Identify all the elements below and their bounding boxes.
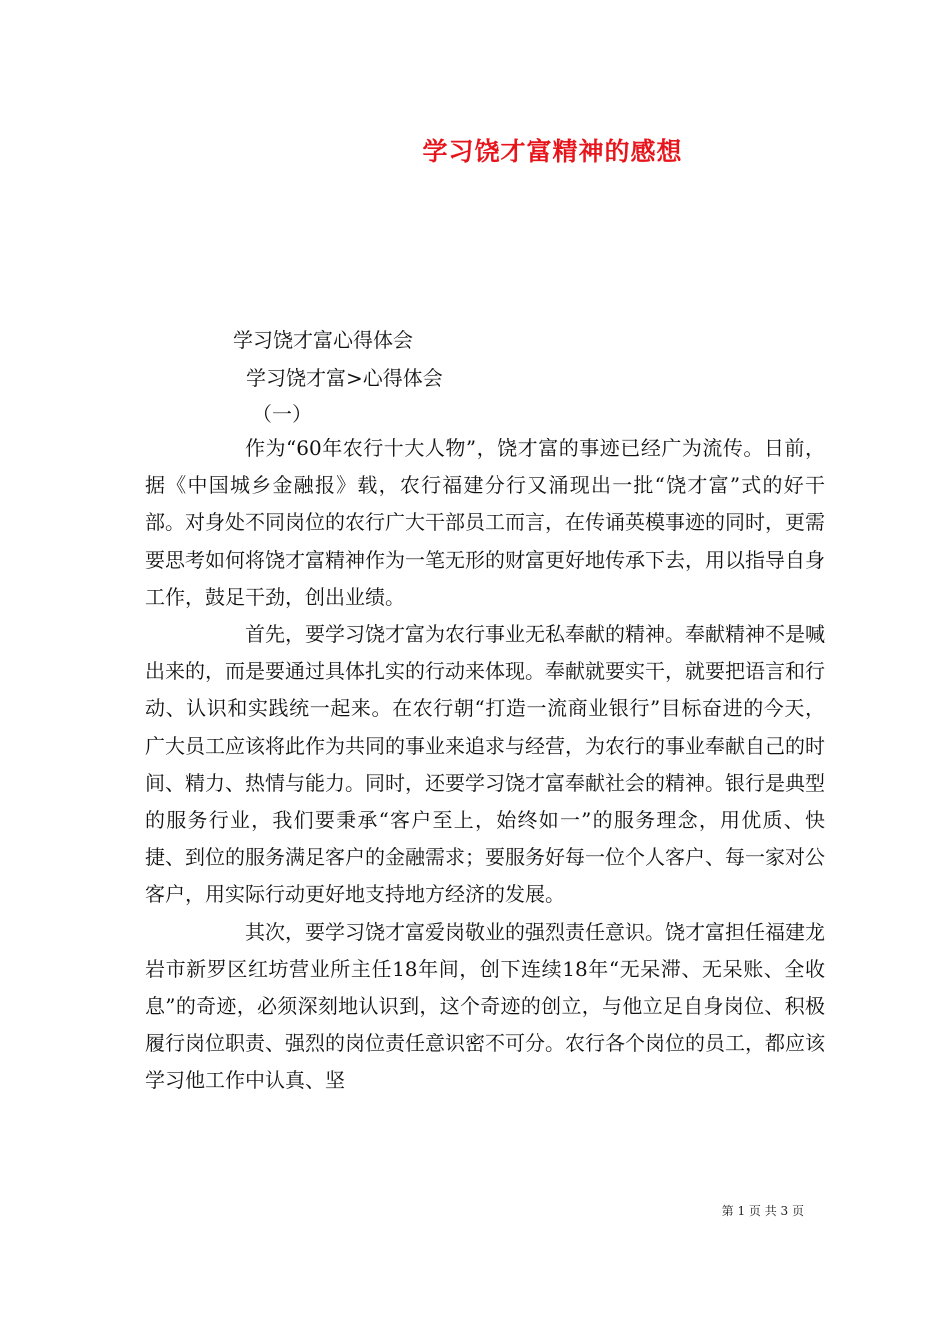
section-number: （一） (252, 402, 312, 426)
document-title: 学习饶才富精神的感想 (422, 137, 683, 166)
paragraph-1: 作为“60年农行十大人物”，饶才富的事迹已经广为流传。日前，据《中国城乡金融报》载，农行福建分行又涌现出一批“饶才富”式的好干部。对身处不同岗位的农行广大干部员工而言，在传诵英模事迹的同时，更需要思考如何将饶才富精神作为一笔无形的财富更好地传承下去，用以指导自身工作，鼓足干劲，创出业绩。 (145, 436, 825, 609)
subtitle-heading-2: 学习饶才富>心得体会 (246, 366, 443, 390)
body-text (145, 430, 825, 1100)
subtitle-heading: 学习饶才富心得体会 (233, 328, 413, 352)
paragraph-3: 其次，要学习饶才富爱岗敬业的强烈责任意识。饶才富担任福建龙岩市新罗区红坊营业所主任18年间，创下连续18年“无呆滞、无呆账、全收息”的奇迹，必须深刻地认识到，这个奇迹的创立，与他立足自身岗位、积极履行岗位职责、强烈的岗位责任意识密不可分。农行各个岗位的员工，都应该学习他工作中认真、坚 (145, 919, 825, 1093)
paragraph-2: 首先，要学习饶才富为农行事业无私奉献的精神。奉献精神不是喊出来的，而是要通过具体扎实的行动来体现。奉献就要实干，就要把语言和行动、认识和实践统一起来。在农行朝“打造一流商业银行”目标奋进的今天，广大员工应该将此作为共同的事业来追求与经营，为农行的事业奉献自己的时间、精力、热情与能力。同时，还要学习饶才富奉献社会的精神。银行是典型的服务行业，我们要秉承“客户至上，始终如一”的服务理念，用优质、快捷、到位的服务满足客户的金融需求；要服务好每一位个人客户、每一家对公客户，用实际行动更好地支持地方经济的发展。 (145, 622, 825, 907)
page-footer: 第 1 页 共 3 页 (721, 1204, 804, 1218)
